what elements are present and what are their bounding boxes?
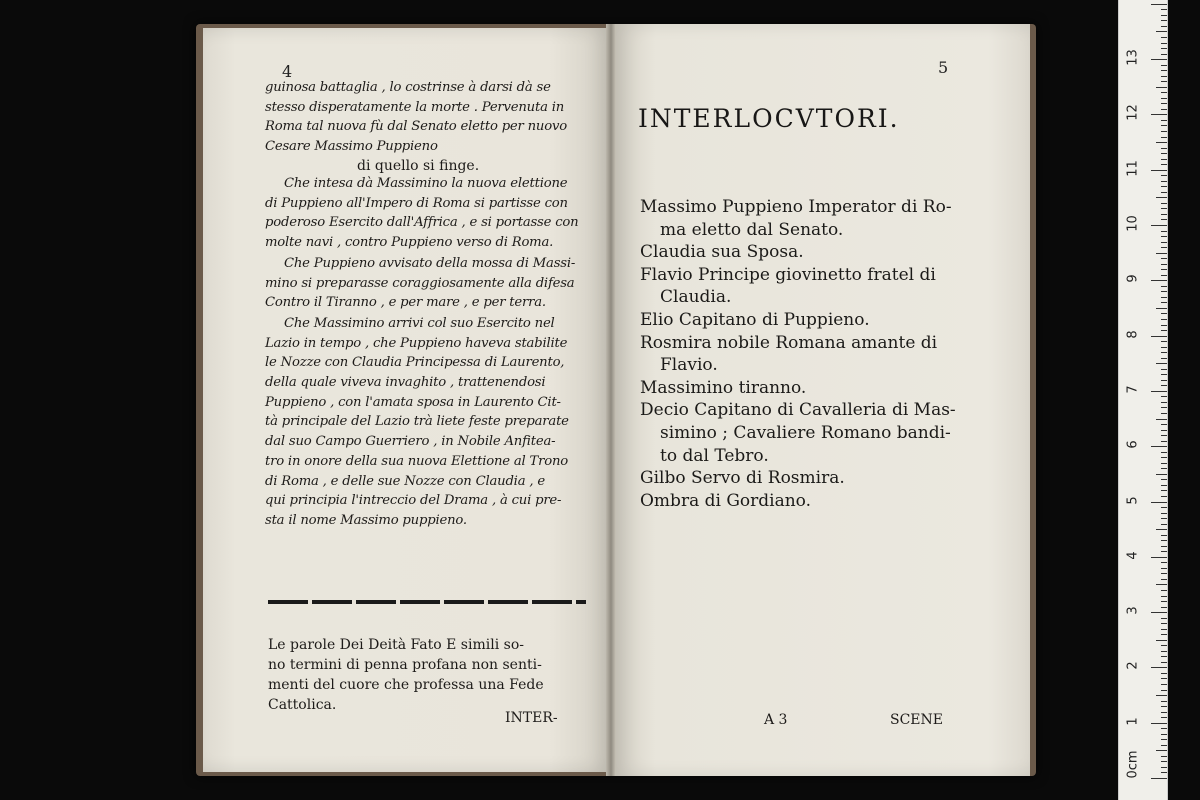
cast-line: ma eletto dal Senato. (660, 219, 844, 240)
ruler-tick (1161, 380, 1167, 381)
ruler-tick (1161, 607, 1167, 608)
ruler-tick (1161, 37, 1167, 38)
ruler-tick (1151, 225, 1167, 226)
ruler-tick (1161, 186, 1167, 187)
ruler-tick (1151, 280, 1167, 281)
ruler-tick (1161, 291, 1167, 292)
ruler-tick (1161, 651, 1167, 652)
ruler-tick (1161, 175, 1167, 176)
text-line: Lazio in tempo , che Puppieno haveva stabilite (265, 335, 568, 351)
ruler-tick (1161, 109, 1167, 110)
ruler-tick (1161, 159, 1167, 160)
ruler-tick (1161, 153, 1167, 154)
ruler-tick (1161, 513, 1167, 514)
ruler-tick (1161, 756, 1167, 757)
ruler-tick (1161, 330, 1167, 331)
ruler-tick (1156, 640, 1167, 641)
ruler-tick (1161, 463, 1167, 464)
cast-line: to dal Tebro. (660, 445, 769, 466)
ruler-tick (1161, 192, 1167, 193)
bleed-through (700, 150, 707, 175)
ruler-tick (1161, 347, 1167, 348)
ruler-tick (1161, 231, 1167, 232)
ruler-tick (1161, 684, 1167, 685)
ruler-tick (1161, 772, 1167, 773)
text-line: qui principia l'intreccio del Drama , à cui pre- (265, 493, 562, 509)
ruler-tick (1161, 678, 1167, 679)
note-line: no termini di penna profana non senti- (268, 657, 542, 673)
left-roman-line: di quello si finge. (357, 158, 480, 174)
text-line: Che Puppieno avvisato della mossa di Massi- (284, 255, 576, 271)
text-line: Contro il Tiranno , e per mare , e per terra. (265, 295, 546, 311)
ruler-tick (1161, 15, 1167, 16)
ruler-tick (1161, 164, 1167, 165)
text-line: dal suo Campo Guerriero , in Nobile Anfitea- (265, 434, 556, 450)
ruler-tick (1161, 579, 1167, 580)
ruler-tick (1161, 120, 1167, 121)
ruler-tick (1161, 767, 1167, 768)
ruler-tick (1161, 131, 1167, 132)
ruler-tick (1161, 65, 1167, 66)
ruler-tick (1161, 325, 1167, 326)
ruler-tick (1161, 623, 1167, 624)
ruler-tick (1156, 474, 1167, 475)
text-line: Cesare Massimo Puppieno (265, 138, 438, 154)
ruler-tick (1151, 4, 1167, 5)
ruler-tick (1161, 413, 1167, 414)
cast-line: Gilbo Servo di Rosmira. (640, 468, 845, 489)
text-line: stesso disperatamente la morte . Pervenuta in (265, 99, 565, 115)
ruler-tick (1161, 341, 1167, 342)
ruler-tick (1161, 302, 1167, 303)
ruler-tick (1156, 363, 1167, 364)
signature-mark: A 3 (764, 712, 788, 728)
ruler-tick (1151, 446, 1167, 447)
note-line: Cattolica. (268, 697, 337, 713)
ruler-tick (1161, 712, 1167, 713)
ruler-number: 3 (1125, 606, 1141, 615)
ruler-tick (1151, 667, 1167, 668)
ruler-tick (1161, 76, 1167, 77)
decorative-rule (268, 600, 586, 604)
ruler-tick (1161, 214, 1167, 215)
text-line: poderoso Esercito dall'Affrica , e si portasse con (265, 215, 579, 231)
ruler-tick (1161, 645, 1167, 646)
ruler-tick (1156, 695, 1167, 696)
ruler-tick (1161, 728, 1167, 729)
ruler-tick (1151, 114, 1167, 115)
cast-line: Massimo Puppieno Imperator di Ro- (640, 197, 952, 217)
ruler-tick (1156, 419, 1167, 420)
cast-line: Elio Capitano di Puppieno. (640, 310, 870, 330)
text-line: guinosa battaglia , lo costrinse à darsi dà se (265, 80, 551, 95)
ruler-tick (1161, 219, 1167, 220)
ruler-tick (1161, 125, 1167, 126)
ruler-tick (1161, 9, 1167, 10)
ruler-tick (1161, 275, 1167, 276)
ruler-tick (1161, 562, 1167, 563)
ruler-tick (1161, 148, 1167, 149)
ruler-tick (1161, 618, 1167, 619)
right-catchword: SCENE (890, 712, 943, 728)
cast-line: Flavio. (660, 355, 718, 376)
ruler-tick (1161, 468, 1167, 469)
ruler-number: 11 (1125, 159, 1141, 177)
ruler-tick (1161, 385, 1167, 386)
text-line: le Nozze con Claudia Principessa di Laurento, (265, 355, 565, 371)
ruler-tick (1161, 540, 1167, 541)
text-line: Che Massimino arrivi col suo Esercito nel (284, 315, 555, 331)
ruler-tick (1161, 236, 1167, 237)
ruler-tick (1151, 723, 1167, 724)
ruler-tick (1161, 208, 1167, 209)
ruler-tick (1156, 253, 1167, 254)
ruler-tick (1161, 717, 1167, 718)
ruler-tick (1161, 424, 1167, 425)
ruler-number: 1 (1125, 717, 1141, 726)
text-line: tà principale del Lazio trà liete feste preparate (265, 414, 569, 430)
ruler-number: 12 (1125, 104, 1141, 122)
ruler-tick (1161, 479, 1167, 480)
ruler-tick (1161, 286, 1167, 287)
ruler-tick (1161, 203, 1167, 204)
ruler-tick (1156, 142, 1167, 143)
ruler-tick (1151, 612, 1167, 613)
ruler-tick (1156, 87, 1167, 88)
ruler-tick (1161, 181, 1167, 182)
right-folio: 5 (938, 58, 949, 77)
ruler-tick (1161, 430, 1167, 431)
ruler-tick (1161, 568, 1167, 569)
ruler-tick (1161, 396, 1167, 397)
ruler-tick (1161, 103, 1167, 104)
ruler-tick (1161, 374, 1167, 375)
cast-line: Flavio Principe giovinetto fratel di (640, 264, 936, 285)
ruler-tick (1151, 170, 1167, 171)
ruler-tick (1156, 197, 1167, 198)
ruler-number: 4 (1125, 551, 1141, 560)
ruler-tick (1161, 70, 1167, 71)
ruler-tick (1161, 402, 1167, 403)
ruler-tick (1161, 98, 1167, 99)
ruler-tick (1161, 43, 1167, 44)
ruler-tick (1161, 496, 1167, 497)
ruler-tick (1161, 435, 1167, 436)
cast-line: Massimino tiranno. (640, 377, 807, 398)
ruler-tick (1161, 739, 1167, 740)
ruler-tick (1161, 761, 1167, 762)
left-folio: 4 (282, 62, 293, 81)
ruler-number: 0cm (1125, 750, 1141, 779)
ruler-tick (1161, 673, 1167, 674)
cast-line: Claudia sua Sposa. (640, 242, 804, 263)
page-title: INTERLOCVTORI. (638, 104, 900, 133)
ruler-tick (1161, 551, 1167, 552)
text-line: della quale viveva invaghito , trattenendosi (265, 375, 546, 390)
text-line: Roma tal nuova fù dal Senato eletto per nuovo (265, 119, 567, 134)
cast-line: Ombra di Gordiano. (640, 490, 812, 511)
ruler-tick (1161, 734, 1167, 735)
ruler-tick (1151, 778, 1167, 779)
ruler-tick (1161, 656, 1167, 657)
ruler-tick (1161, 457, 1167, 458)
ruler-tick (1161, 313, 1167, 314)
ruler-tick (1161, 258, 1167, 259)
ruler-tick (1161, 441, 1167, 442)
ruler-tick (1151, 502, 1167, 503)
ruler-tick (1156, 529, 1167, 530)
ruler-tick (1156, 750, 1167, 751)
ruler-number: 7 (1125, 385, 1141, 394)
text-line: di Puppieno all'Impero di Roma si partisse con (265, 195, 568, 211)
ruler-tick (1161, 92, 1167, 93)
ruler-tick (1161, 573, 1167, 574)
ruler-tick (1161, 81, 1167, 82)
text-line: mino si preparasse coraggiosamente alla difesa (265, 275, 575, 291)
ruler-tick (1161, 358, 1167, 359)
ruler-tick (1151, 336, 1167, 337)
ruler-tick (1161, 369, 1167, 370)
ruler-tick (1161, 601, 1167, 602)
ruler-number: 13 (1125, 49, 1141, 66)
book-gutter (606, 24, 616, 776)
ruler-tick (1151, 391, 1167, 392)
ruler-tick (1161, 690, 1167, 691)
ruler-tick (1161, 264, 1167, 265)
ruler-tick (1161, 507, 1167, 508)
text-line: tro in onore della sua nuova Elettione al Trono (265, 453, 569, 469)
ruler-number: 5 (1125, 495, 1141, 505)
ruler-number: 6 (1125, 440, 1141, 449)
ruler-tick (1161, 535, 1167, 536)
ruler-tick (1156, 584, 1167, 585)
ruler-tick (1161, 137, 1167, 138)
ruler-tick (1161, 701, 1167, 702)
ruler-tick (1161, 596, 1167, 597)
ruler-tick (1161, 319, 1167, 320)
ruler-number: 10 (1125, 215, 1141, 232)
ruler-tick (1161, 706, 1167, 707)
ruler-tick (1161, 247, 1167, 248)
cast-line: simino ; Cavaliere Romano bandi- (660, 423, 951, 443)
ruler-number: 9 (1125, 274, 1141, 283)
cast-line: Decio Capitano di Cavalleria di Mas- (640, 400, 956, 421)
ruler-tick (1161, 54, 1167, 55)
note-line: Le parole Dei Deità Fato E simili so- (268, 637, 524, 653)
ruler-tick (1161, 352, 1167, 353)
ruler-tick (1161, 590, 1167, 591)
cast-line: Rosmira nobile Romana amante di (640, 332, 938, 353)
measuring-ruler (1118, 0, 1168, 800)
ruler-tick (1161, 518, 1167, 519)
cast-line: Claudia. (660, 287, 732, 308)
left-catchword: INTER- (505, 710, 558, 726)
ruler-tick (1156, 31, 1167, 32)
ruler-tick (1151, 59, 1167, 60)
ruler-tick (1161, 629, 1167, 630)
ruler-tick (1161, 524, 1167, 525)
text-line: Che intesa dà Massimino la nuova elettione (284, 176, 568, 191)
ruler-tick (1161, 407, 1167, 408)
ruler-tick (1161, 452, 1167, 453)
ruler-tick (1161, 662, 1167, 663)
text-line: sta il nome Massimo puppieno. (265, 512, 467, 528)
ruler-tick (1161, 634, 1167, 635)
note-line: menti del cuore che professa una Fede (268, 677, 544, 693)
ruler-tick (1161, 269, 1167, 270)
ruler-tick (1161, 26, 1167, 27)
ruler-tick (1161, 745, 1167, 746)
ruler-tick (1151, 557, 1167, 558)
ruler-tick (1161, 546, 1167, 547)
text-line: Puppieno , con l'amata sposa in Laurento Cit- (265, 394, 561, 410)
ruler-number: 8 (1125, 329, 1141, 339)
ruler-tick (1156, 308, 1167, 309)
ruler-tick (1161, 242, 1167, 243)
ruler-tick (1161, 20, 1167, 21)
text-line: molte navi , contro Puppieno verso di Roma. (265, 235, 554, 251)
ruler-tick (1161, 48, 1167, 49)
ruler-tick (1161, 485, 1167, 486)
ruler-tick (1161, 490, 1167, 491)
text-line: di Roma , e delle sue Nozze con Claudia , e (265, 473, 545, 489)
ruler-number: 2 (1125, 661, 1141, 671)
ruler-tick (1161, 297, 1167, 298)
